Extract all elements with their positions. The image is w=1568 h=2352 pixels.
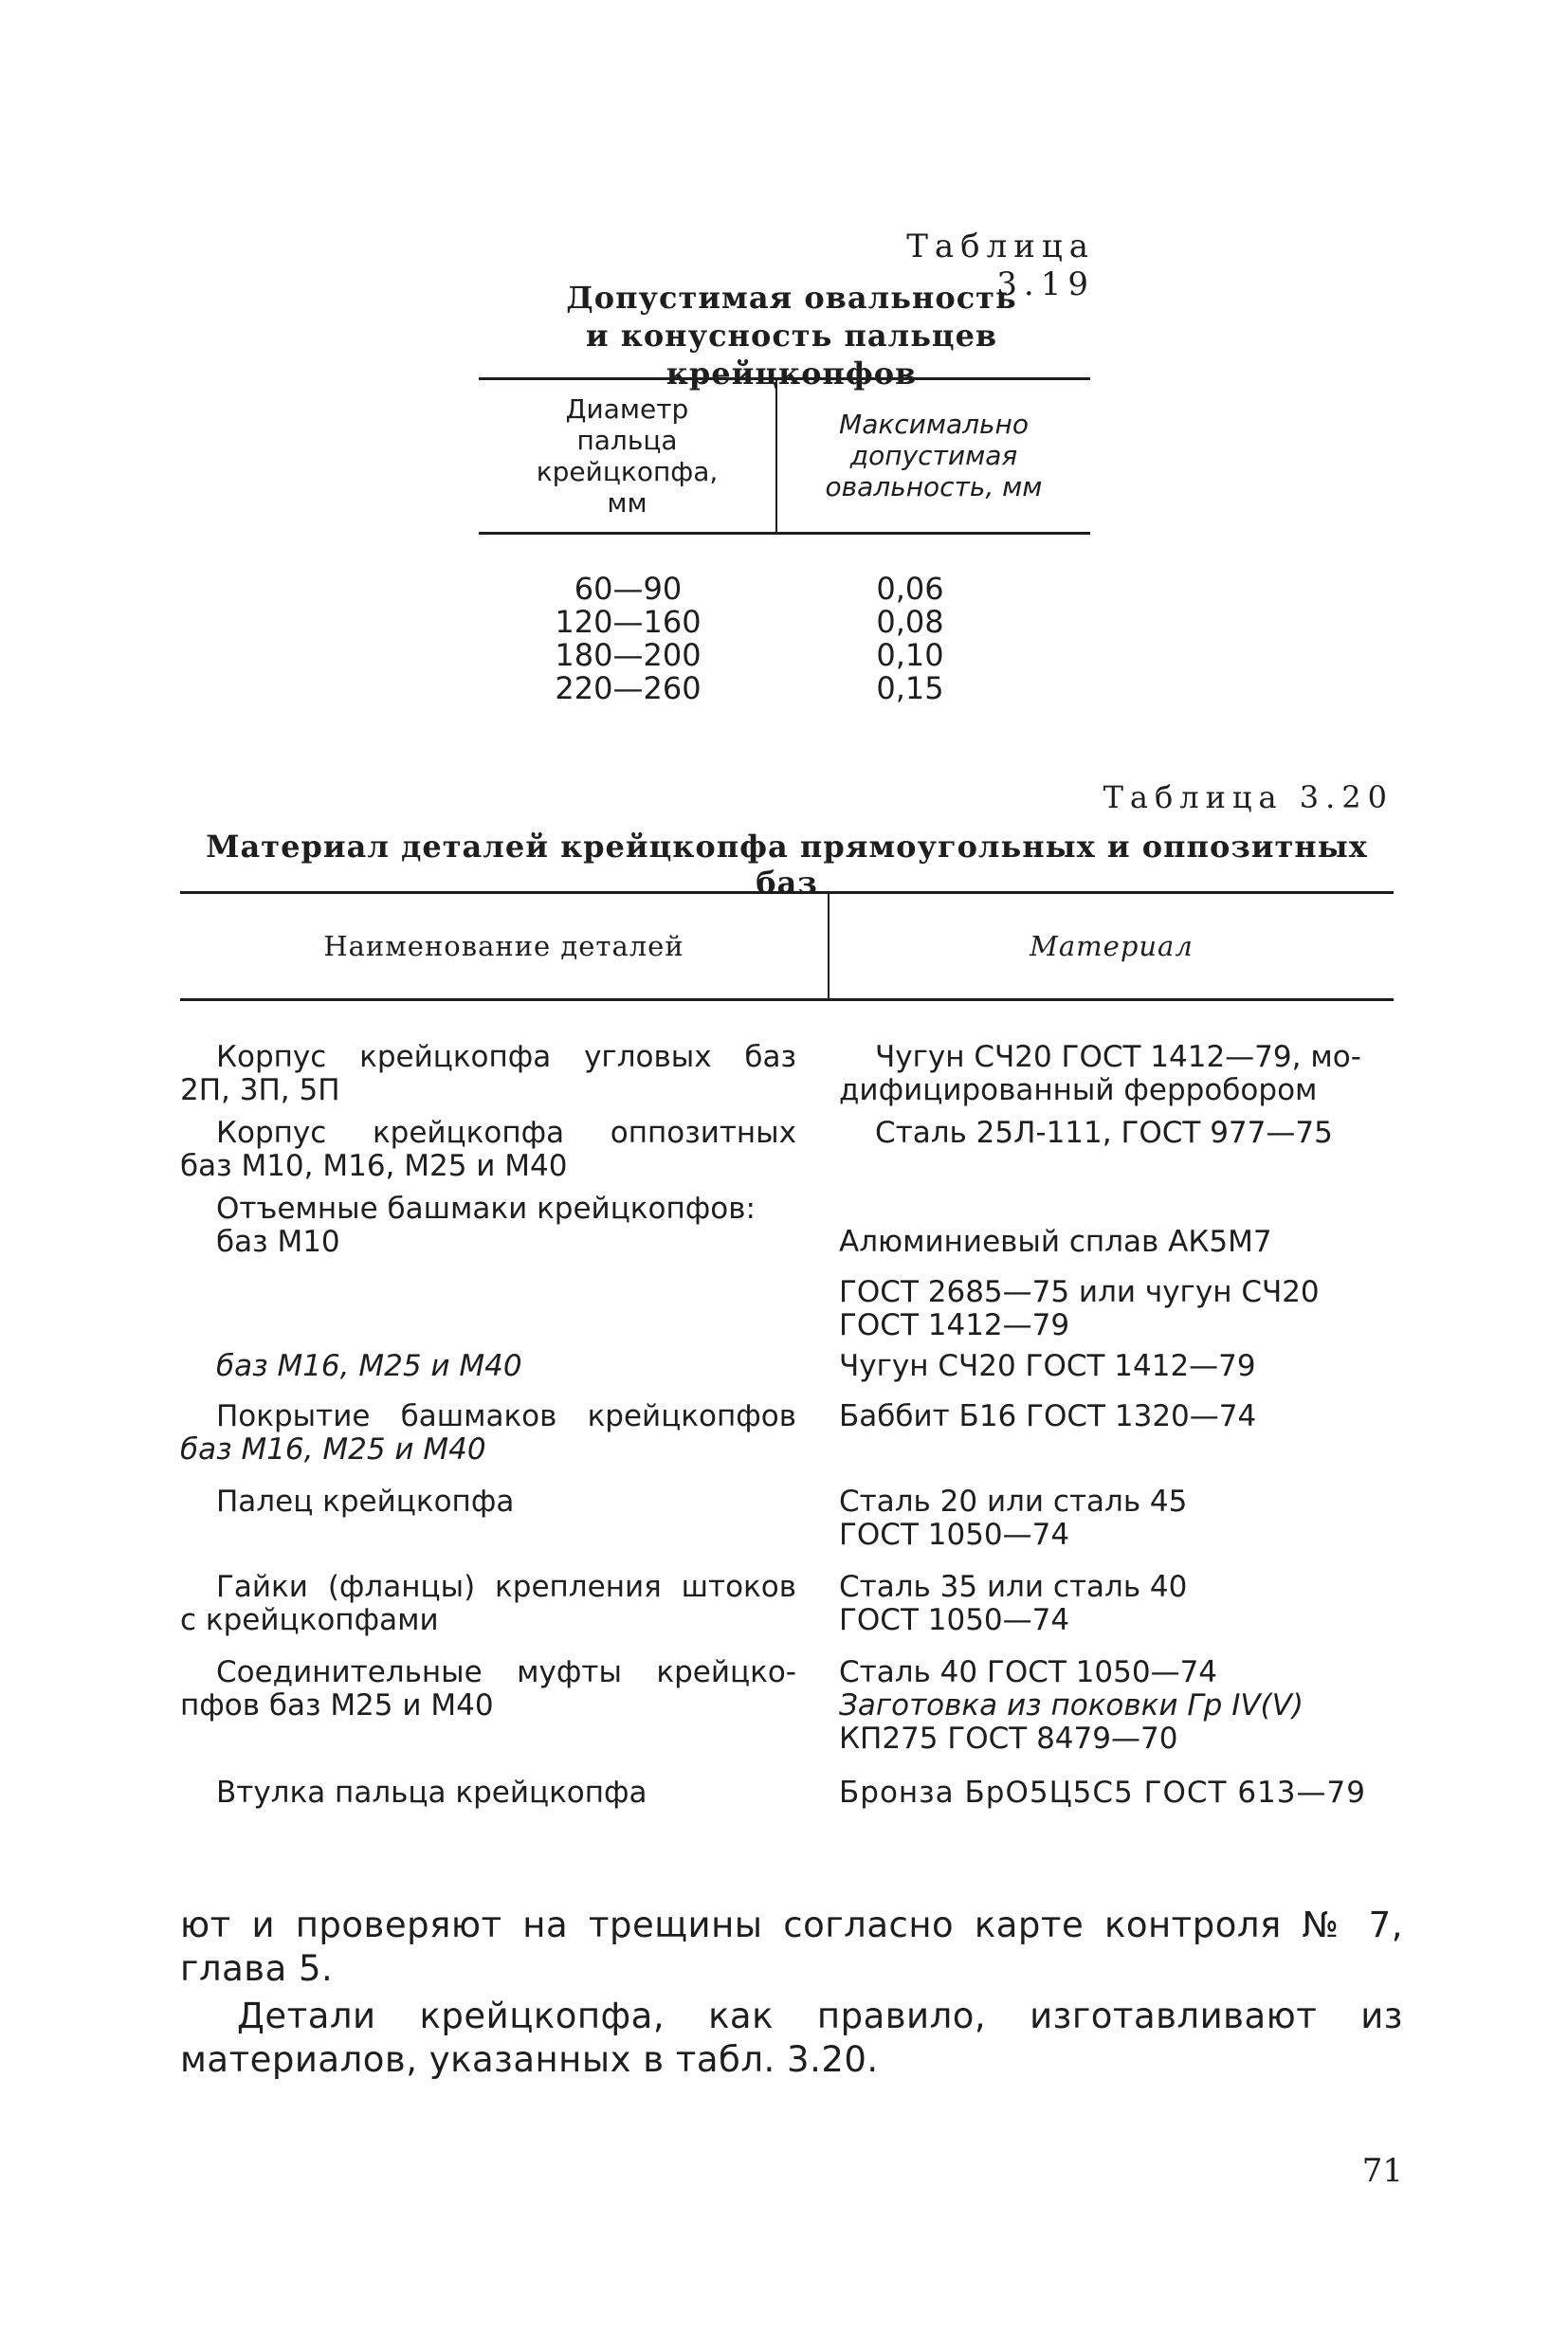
cell-ovality: 0,08 <box>876 604 944 640</box>
cell-part <box>180 1117 830 1183</box>
cell-diameter: 120—160 <box>555 604 702 640</box>
material-line: Сталь 40 ГОСТ 1050—74 <box>839 1655 1218 1689</box>
header-text: овальность, мм <box>825 471 1043 502</box>
cell-material <box>830 1117 1394 1183</box>
material-line: Сталь 20 или сталь 45 <box>839 1485 1188 1519</box>
part-line: Палец крейцкопфа <box>216 1485 515 1519</box>
material-line: Чугун СЧ20 ГОСТ 1412—79, мо- <box>875 1040 1361 1074</box>
cell-ovality: 0,10 <box>876 637 944 673</box>
part-line: с крейцкопфами <box>180 1603 439 1637</box>
table-319-header <box>479 380 1090 532</box>
material-line: Сталь 25Л-111, ГОСТ 977—75 <box>875 1116 1333 1150</box>
table-row <box>479 573 1090 606</box>
table-row <box>479 639 1090 672</box>
cell-material <box>830 1193 1394 1342</box>
paragraph: ют и проверяют на трещины согласно карте контроля № 7, глава 5. <box>180 1905 1403 1989</box>
table-row <box>180 1041 1394 1107</box>
part-line: Отъемные башмаки крейцкопфов: <box>216 1192 756 1226</box>
part-line: пфов баз М25 и М40 <box>180 1688 494 1723</box>
material-line: ГОСТ 1412—79 <box>839 1308 1070 1342</box>
material-line: КП275 ГОСТ 8479—70 <box>839 1722 1178 1756</box>
table-row <box>180 1486 1394 1552</box>
header-text: Максимально <box>839 409 1029 440</box>
material-line: Баббит Б16 ГОСТ 1320—74 <box>839 1399 1257 1433</box>
part-line: Втулка пальца крейцкопфа <box>216 1776 647 1810</box>
part-line: Гайки (фланцы) крепления штоков <box>216 1570 796 1604</box>
material-line: Сталь 35 или сталь 40 <box>839 1570 1188 1604</box>
part-line: баз М10, М16, М25 и М40 <box>180 1149 568 1183</box>
header-text: крейцкопфа, <box>536 456 719 487</box>
table-320-number: Таблица 3.20 <box>1103 779 1394 815</box>
table-320-header-material: Материал <box>1030 930 1194 962</box>
cell-part <box>180 1571 830 1637</box>
cell-material <box>830 1041 1394 1107</box>
body-text <box>180 1904 1403 2082</box>
table-319-caption-line2: и конусность пальцев крейцкопфов <box>585 318 998 392</box>
cell-material <box>830 1400 1394 1467</box>
part-line: Покрытие башмаков крейцкопфов <box>216 1399 796 1433</box>
table-319 <box>479 377 1090 705</box>
table-319-body <box>479 573 1090 705</box>
table-row <box>479 672 1090 705</box>
material-line: Заготовка из поковки Гр IV(V) <box>839 1688 1304 1723</box>
material-line: Чугун СЧ20 ГОСТ 1412—79 <box>839 1349 1256 1383</box>
header-text: допустимая <box>849 440 1018 471</box>
page-number: 71 <box>1361 2152 1403 2190</box>
cell-part <box>180 1400 830 1467</box>
table-320-header-rule <box>180 998 1394 1001</box>
cell-diameter: 180—200 <box>555 637 702 673</box>
table-320-header-part <box>180 894 830 998</box>
paragraph: Детали крейцкопфа, как правило, изготавливают из материалов, указанных в табл. 3.20. <box>180 1996 1403 2080</box>
table-320 <box>180 891 1394 1810</box>
header-text: Диаметр <box>565 393 689 425</box>
table-320-body <box>180 1041 1394 1810</box>
table-row <box>180 1571 1394 1637</box>
part-line: Корпус крейцкопфа оппозитных <box>216 1116 796 1150</box>
table-row <box>180 1117 1394 1183</box>
cell-material <box>830 1350 1394 1383</box>
table-row <box>180 1400 1394 1467</box>
cell-part <box>180 1777 830 1810</box>
cell-material <box>830 1656 1394 1756</box>
table-row <box>479 606 1090 639</box>
material-line: дифицированный ферробором <box>839 1073 1318 1107</box>
table-320-caption: Материал деталей крейцкопфа прямоугольных и оппозитных баз <box>206 829 1368 901</box>
header-text: пальца <box>576 425 678 456</box>
cell-part <box>180 1350 830 1383</box>
cell-diameter: 220—260 <box>555 670 702 706</box>
cell-material <box>830 1486 1394 1552</box>
cell-diameter: 60—90 <box>574 571 683 607</box>
cell-part <box>180 1656 830 1756</box>
part-line: баз М10 <box>216 1225 340 1259</box>
table-row <box>180 1656 1394 1756</box>
table-row <box>180 1777 1394 1810</box>
table-319-caption <box>479 279 1104 392</box>
cell-part <box>180 1193 830 1342</box>
table-row <box>180 1193 1394 1342</box>
material-line: Бронза БрО5Ц5С5 ГОСТ 613—79 <box>839 1776 1366 1810</box>
part-line: Корпус крейцкопфа угловых баз <box>216 1040 796 1074</box>
cell-part <box>180 1486 830 1552</box>
cell-part <box>180 1041 830 1107</box>
table-319-number: Таблица 3.19 <box>906 228 1095 303</box>
material-line: ГОСТ 1050—74 <box>839 1603 1070 1637</box>
material-line: ГОСТ 2685—75 или чугун СЧ20 <box>839 1275 1320 1309</box>
part-line: 2П, 3П, 5П <box>180 1073 340 1107</box>
header-text: Наименование деталей <box>323 930 684 962</box>
table-319-header-rule <box>479 532 1090 535</box>
table-319-header-diameter <box>479 380 777 532</box>
cell-material <box>830 1777 1394 1810</box>
part-line: баз М16, М25 и М40 <box>180 1432 486 1467</box>
cell-material <box>830 1571 1394 1637</box>
cell-ovality: 0,06 <box>876 571 944 607</box>
table-319-caption-line1: Допустимая овальность <box>566 280 1017 316</box>
header-text: мм <box>607 487 647 519</box>
material-line: Алюминиевый сплав АК5М7 <box>839 1225 1272 1259</box>
table-row <box>180 1350 1394 1383</box>
table-319-header-ovality <box>777 380 1090 532</box>
part-line: Соединительные муфты крейцко- <box>216 1655 796 1689</box>
material-line: ГОСТ 1050—74 <box>839 1518 1070 1552</box>
cell-ovality: 0,15 <box>876 670 944 706</box>
table-320-header <box>180 894 1394 998</box>
part-line: баз М16, М25 и М40 <box>216 1349 522 1383</box>
